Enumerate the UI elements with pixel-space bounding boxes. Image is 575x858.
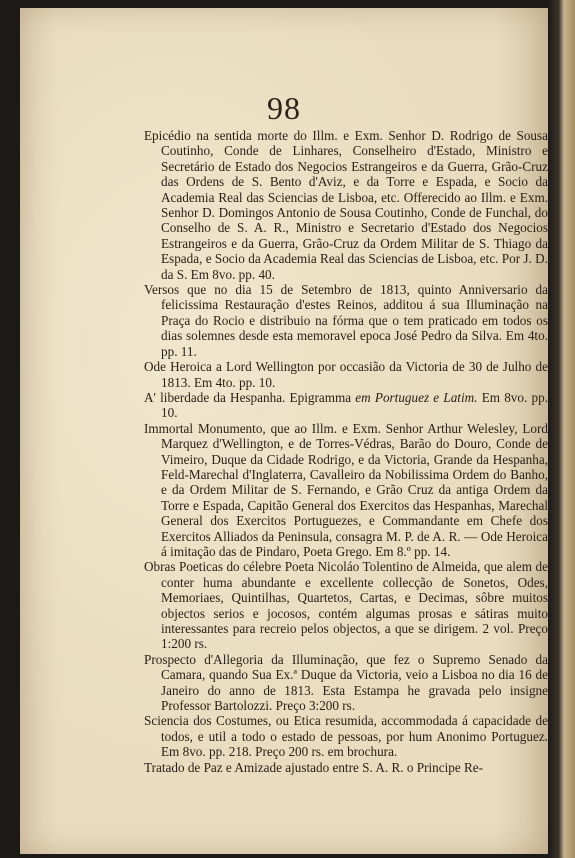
catalogue-entry-prospecto (144, 652, 548, 714)
entry-text: Epicédio na sentida morte do Illm. e Exm. Senhor D. Rodrigo de Sousa Coutinho, Conde de Linhares, Conselheiro d'Estado, Ministro e Secretário de Estado dos Negocios Estrangeiros e da Guerra, Grão-Cruz das Ordens de S. Bento d'Aviz, e da Torre e Espada, e Socio da Academia Real das Sciencias de Lisboa, etc. Offerecido ao Illm. e Exm. Senhor D. Domingos Antonio de Sousa Coutinho, Conde de Funchal, do Conselho de S. A. R., Ministro e Secretario d'Estado dos Negocios Estrangeiros e da Guerra, Grão-Cruz da Ordem Militar de S. Thiago da Espada, e Socio da Academia Real das Sciencias de Lisboa, etc. Por J. D. da S. Em 8vo. pp. 40. (144, 128, 548, 282)
catalogue-entry-versos (144, 282, 548, 359)
entry-text: Prospecto d'Allegoria da Illuminação, que fez o Supremo Senado da Camara, quando Sua Ex.ª Duque da Victoria, veio a Lisboa no dia 16 de Janeiro do anno de 1813. Esta Estampa he gravada pelo insigne Professor Bartolozzi. Preço 3:200 rs. (144, 651, 548, 714)
catalogue-entry-epicedio (144, 128, 548, 282)
entry-text: A' liberdade da Hespanha. Epigramma (144, 389, 352, 405)
catalogue-entries (144, 128, 548, 775)
entry-text: Tratado de Paz e Amizade ajustado entre S. A. R. o Principe Re- (144, 759, 484, 775)
catalogue-entry-sciencia (144, 713, 548, 759)
catalogue-entry-liberdade (144, 390, 548, 421)
catalogue-entry-tratado (144, 760, 548, 775)
entry-italic-text: em Portuguez e Latim. (355, 389, 478, 405)
adjacent-page-edge (548, 0, 575, 858)
page-number: 98 (267, 90, 301, 126)
entry-text: Obras Poeticas do célebre Poeta Nicoláo Tolentino de Almeida, que alem de conter huma abundante e excellente collecção de Sonetos, Odes, Memoriaes, Quintilhas, Quartetos, Cartas, e Decimas, sôbre muitos objectos serios e jocosos, contém algumas prosas e sátiras muito interessantes para recreio pelos objectos, a que se dirigem. 2 vol. Preço 1:200 rs. (144, 559, 548, 652)
book-page (20, 8, 548, 854)
entry-text: Ode Heroica a Lord Wellington por occasião da Victoria de 30 de Julho de 1813. Em 4to. pp. 10. (144, 359, 548, 390)
catalogue-entry-obras-poeticas (144, 559, 548, 651)
entry-text-tail: Em 8vo. pp. 10. (161, 389, 548, 421)
entry-text: Sciencia dos Costumes, ou Etica resumida, accommodada á capacidade de todos, e util a todo o estado de pessoas, por hum Anonimo Portuguez. Em 8vo. pp. 218. Preço 200 rs. em brochura. (144, 713, 548, 760)
catalogue-entry-immortal-monumento (144, 421, 548, 560)
catalogue-entry-ode-heroica (144, 359, 548, 390)
entry-text: Versos que no dia 15 de Setembro de 1813, quinto Anniversario da felicissima Restauração d'estes Reinos, additou á sua Illuminação na Praça do Rocio e distribuio na fórma que o tem praticado em todos os dias solemnes desde esta memoravel epoca José Pedro da Silva. Em 4to. pp. 11. (144, 282, 548, 359)
entry-text: Immortal Monumento, que ao Illm. e Exm. Senhor Arthur Welesley, Lord Marquez d'Wellington, e de Torres-Védras, Barão do Douro, Conde de Vimeiro, Duque da Cidade Rodrigo, e da Victoria, Grande da Hespanha, Feld-Marechal d'Inglaterra, Cavalleiro da Nobilissima Ordem do Banho, e da Ordem Militar de S. Fernando, e Grão Cruz da antiga Ordem da Torre e Espada, Capitão General dos Exercitos das Hespanhas, Marechal General dos Exercitos Portuguezes, e Commandante em Chefe dos Exercitos Alliados da Peninsula, consagra M. P. de A. R. — Ode Heroica á imitação das de Pindaro, Poeta Grego. Em 8.º pp. 14. (144, 420, 548, 559)
